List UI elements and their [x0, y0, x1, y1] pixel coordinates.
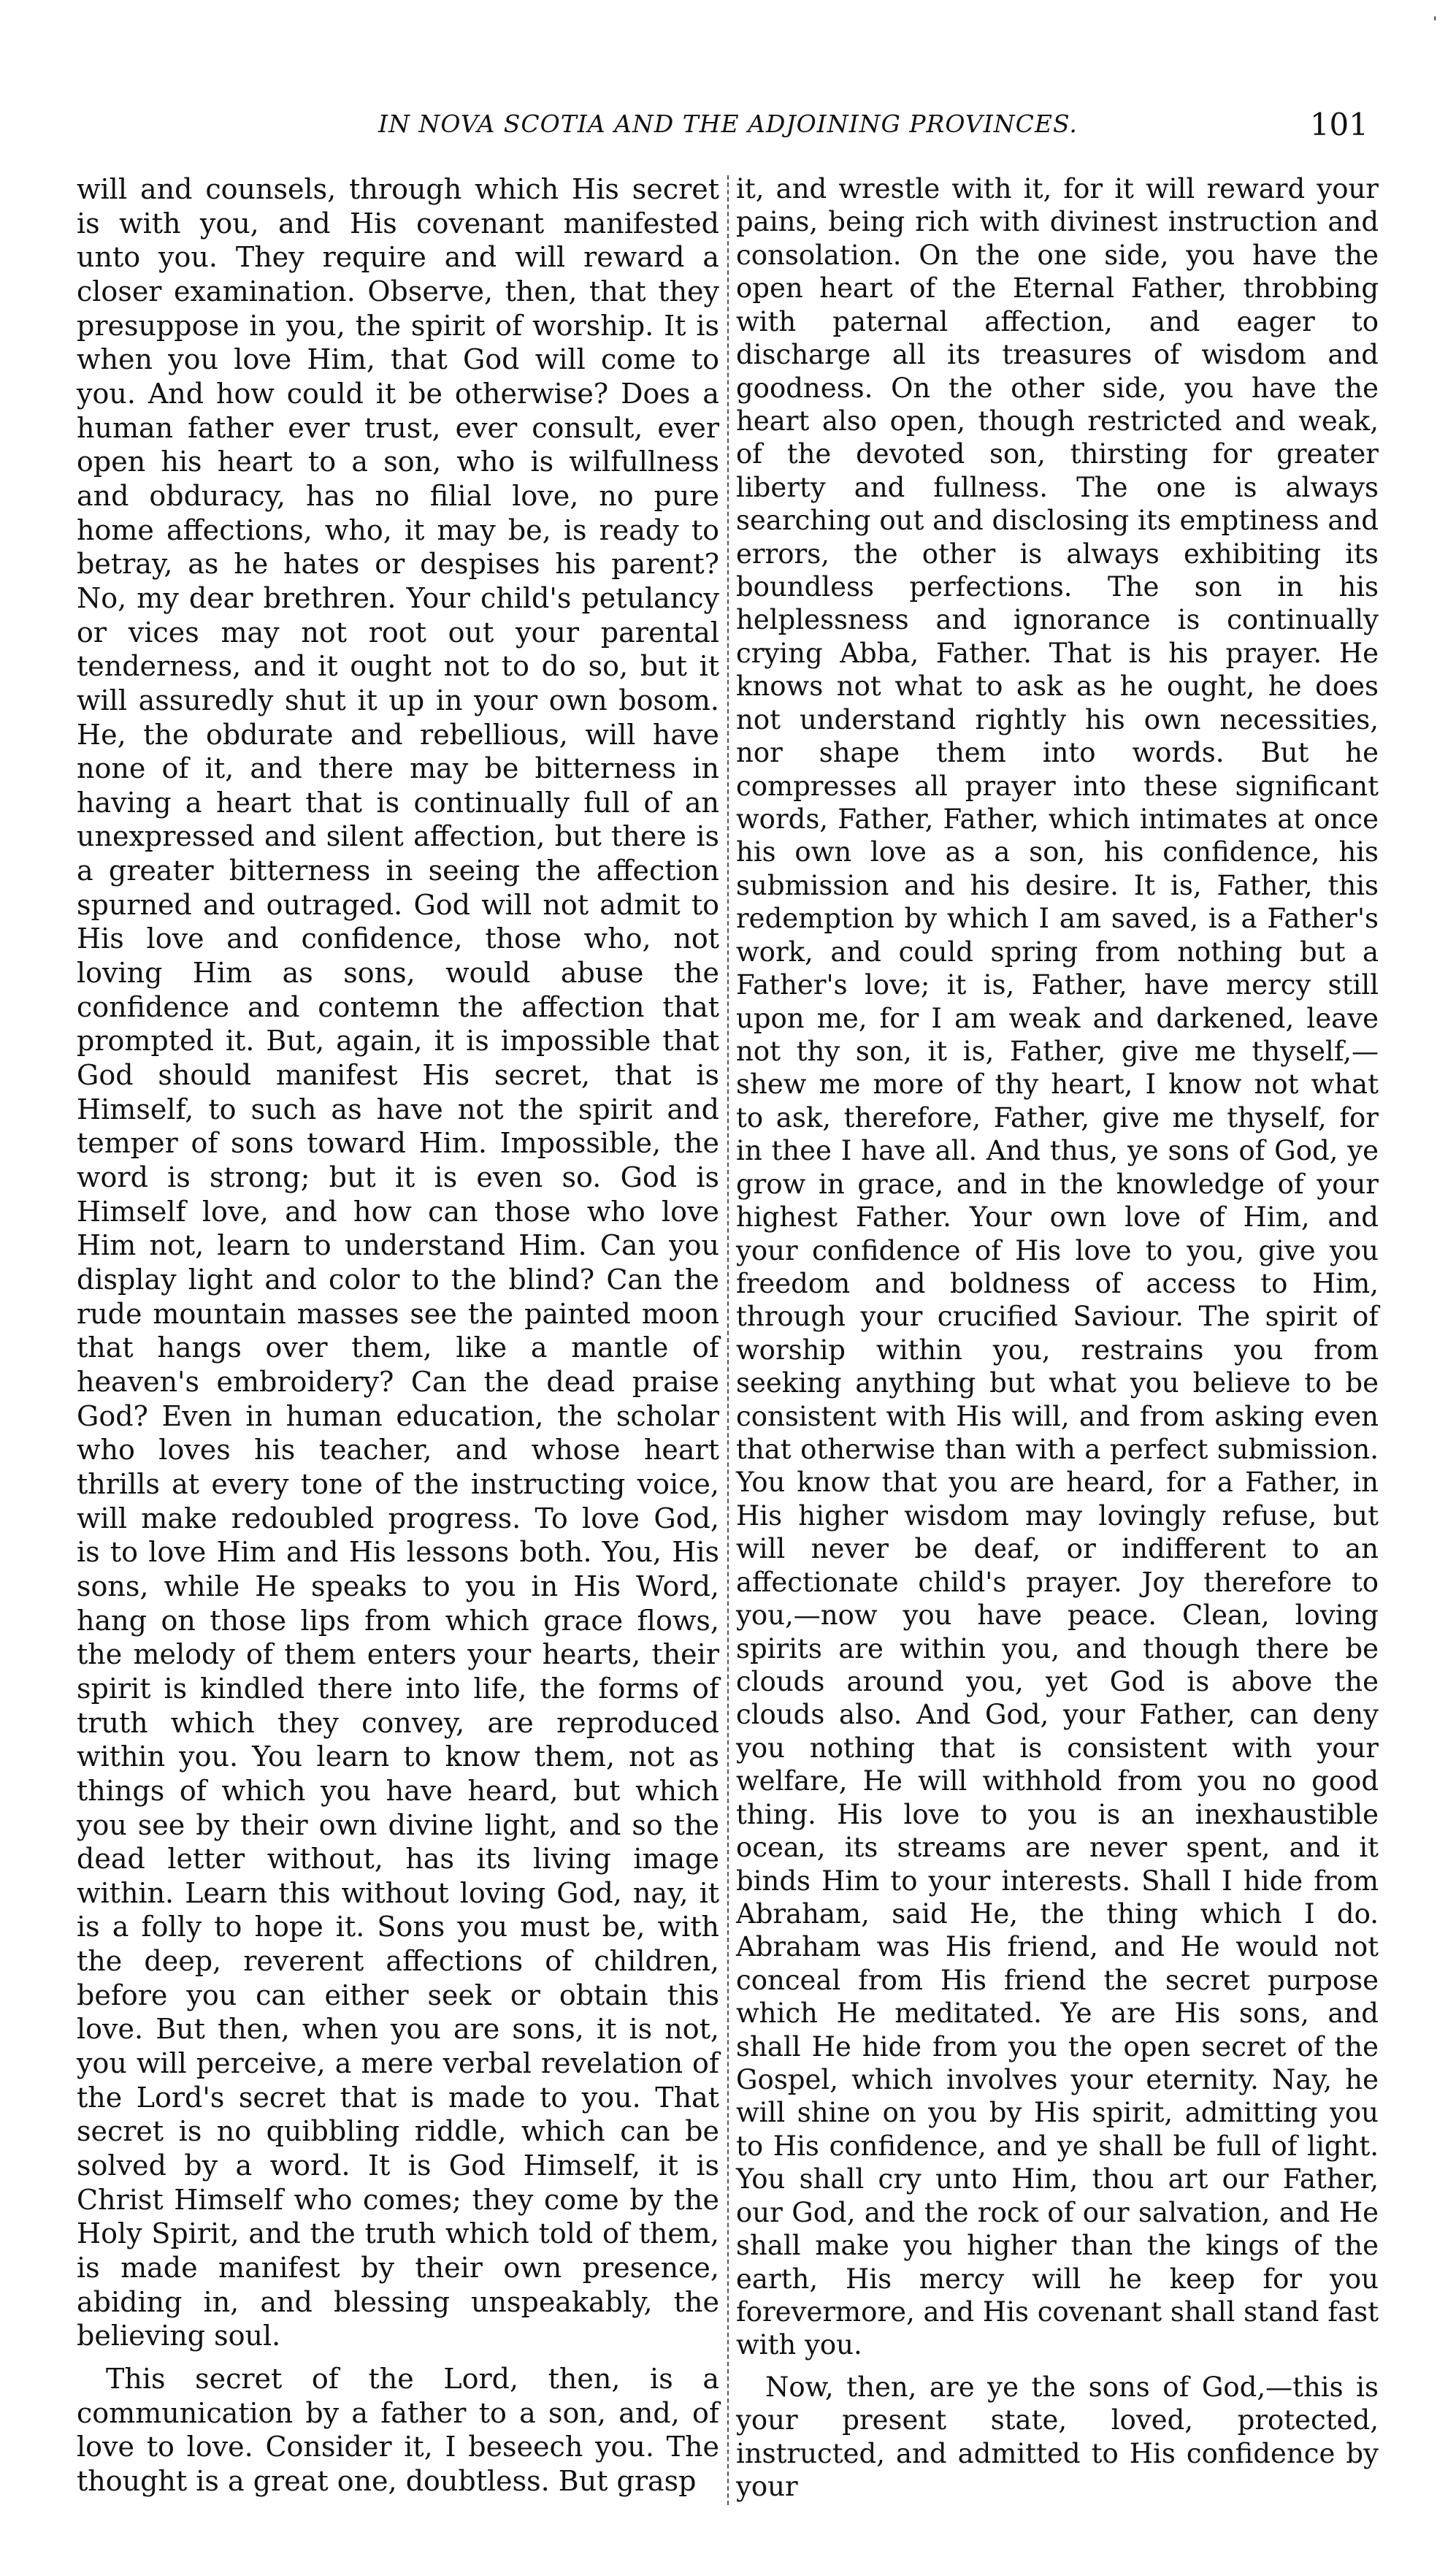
right-paragraph-1: it, and wrestle with it, for it will reward your pains, being rich with divinest instruction and consolation. On the one side, you have the open heart of the Eternal Father, throbbing with paternal affection, and eager to discharge all its treasures of wisdom and goodness. On the other side, you have the heart also open, though restricted and weak, of the devoted son, thirsting for greater liberty and fullness. The one is always searching out and disclosing its emptiness and errors, the other is always exhibiting its boundless perfections. The son in his helplessness and ignorance is continually crying Abba, Father. That is his prayer. He knows not what to ask as he ought, he does not understand rightly his own necessities, nor shape them into words. But he compresses all prayer into these significant words, Father, Father, which intimates at once his own love as a son, his confidence, his submission and his desire. It is, Father, this redemption by which I am saved, is a Father's work, and could spring from nothing but a Father's love; it is, Father, have mercy still upon me, for I am weak and darkened, leave not thy son, it is, Father, give me thyself,—shew me more of thy heart, I know not what to ask, therefore, Father, give me thyself, for in thee I have all. And thus, ye sons of God, ye grow in grace, and in the knowledge of your highest Father. Your own love of Him, and your confidence of His love to you, give you freedom and boldness of access to Him, through your crucified Saviour. The spirit of worship within you, restrains you from seeking anything but what you believe to be consistent with His will, and from asking even that otherwise than with a perfect submission. You know that you are heard, for a Father, in His higher wisdom may lovingly refuse, but will never be deaf, or indifferent to an affectionate child's prayer. Joy therefore to you,—now you have peace. Clean, loving spirits are within you, and though there be clouds around you, yet God is above the clouds also. And God, your Father, can deny you nothing that is consistent with your welfare, He will withhold from you no good thing. His love to you is an inexhaustible ocean, its streams are never spent, and it binds Him to your interests. Shall I hide from Abraham, said He, the thing which I do. Abraham was His friend, and He would not conceal from His friend the secret purpose which He meditated. Ye are His sons, and shall He hide from you the open secret of the Gospel, which involves your eternity. Nay, he will shine on you by His spirit, admitting you to His confidence, and ye shall be full of light. You shall cry unto Him, thou art our Father, our God, and the rock of our salvation, and He shall make you higher than the kings of the earth, His mercy will he keep for you forevermore, and His covenant shall stand fast with you.: [736, 173, 1379, 2361]
left-paragraph-1: will and counsels, through which His secret is with you, and His covenant manifested unto you. They require and will reward a closer examination. Observe, then, that they presuppose in you, the spirit of worship. It is when you love Him, that God will come to you. And how could it be otherwise? Does a human father ever trust, ever consult, ever open his heart to a son, who is wilfullness and obduracy, has no filial love, no pure home affections, who, it may be, is ready to betray, as he hates or despises his parent? No, my dear brethren. Your child's petulancy or vices may not root out your parental tenderness, and it ought not to do so, but it will assuredly shut it up in your own bosom. He, the obdurate and rebellious, will have none of it, and there may be bitterness in having a heart that is continually full of an unexpressed and silent affection, but there is a greater bitterness in seeing the affection spurned and outraged. God will not admit to His love and confidence, those who, not loving Him as sons, would abuse the confidence and contemn the affection that prompted it. But, again, it is impossible that God should manifest His secret, that is Himself, to such as have not the spirit and temper of sons toward Him. Impossible, the word is strong; but it is even so. God is Himself love, and how can those who love Him not, learn to understand Him. Can you display light and color to the blind? Can the rude mountain masses see the painted moon that hangs over them, like a mantle of heaven's embroidery? Can the dead praise God? Even in human education, the scholar who loves his teacher, and whose heart thrills at every tone of the instructing voice, will make redoubled progress. To love God, is to love Him and His lessons both. You, His sons, while He speaks to you in His Word, hang on those lips from which grace flows, the melody of them enters your hearts, their spirit is kindled there into life, the forms of truth which they convey, are reproduced within you. You learn to know them, not as things of which you have heard, but which you see by their own divine light, and so the dead letter without, has its living image within. Learn this without loving God, nay, it is a folly to hope it. Sons you must be, with the deep, reverent affections of children, before you can either seek or obtain this love. But then, when you are sons, it is not, you will perceive, a mere verbal revelation of the Lord's secret that is made to you. That secret is no quibbling riddle, which can be solved by a word. It is God Himself, it is Christ Himself who comes; they come by the Holy Spirit, and the truth which told of them, is made manifest by their own presence, abiding in, and blessing unspeakably, the believing soul.: [77, 173, 719, 2352]
running-head: [73, 107, 1383, 153]
right-column: [736, 172, 1379, 2504]
running-title: IN NOVA SCOTIA AND THE ADJOINING PROVINCES.: [378, 110, 1078, 138]
left-paragraph-2: This secret of the Lord, then, is a communication by a father to a son, and, of love to love. Consider it, I beseech you. The thought is a great one, doubtless. But grasp: [77, 2363, 719, 2497]
left-column: [77, 172, 719, 2499]
right-paragraph-2: Now, then, are ye the sons of God,—this is your present state, loved, protected, instructed, and admitted to His confidence by your: [736, 2371, 1379, 2503]
page-number: 101: [1309, 107, 1368, 142]
corner-mark: ': [1433, 13, 1437, 31]
column-divider: [727, 175, 729, 2505]
